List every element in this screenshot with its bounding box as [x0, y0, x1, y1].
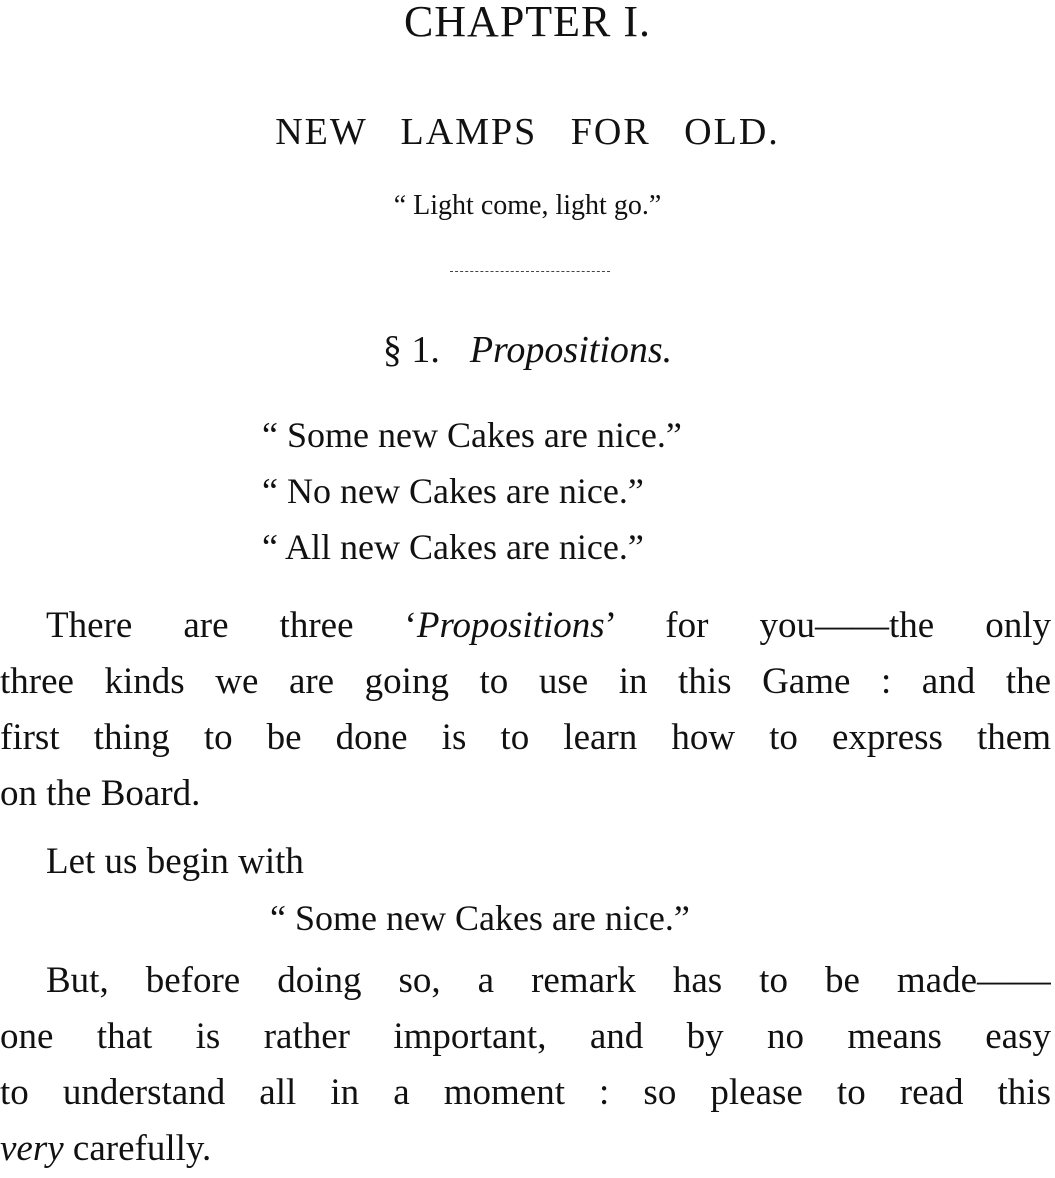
paragraph-line: There are three ‘Propositions’ for you——the only: [46, 605, 1051, 646]
paragraph-line: first thing to be done is to learn how to express them: [0, 717, 1051, 758]
emphasis-very: very: [0, 1128, 64, 1169]
epigraph: “ Light come, light go.”: [393, 190, 662, 221]
proposition-all: “ All new Cakes are nice.”: [262, 527, 644, 567]
paragraph-propositions-intro: [0, 598, 1051, 822]
section-heading: [0, 328, 1055, 372]
paragraph-line: on the Board.: [0, 773, 201, 814]
proposition-some: “ Some new Cakes are nice.”: [262, 415, 682, 455]
paragraph-line: three kinds we are going to use in this Game : and the: [0, 661, 1051, 702]
proposition-no: “ No new Cakes are nice.”: [262, 471, 644, 511]
chapter-heading: CHAPTER I.: [403, 0, 652, 46]
propositions-list: [262, 407, 822, 575]
emphasis-propositions: Propositions: [416, 605, 605, 646]
section-number: § 1.: [382, 329, 440, 371]
paragraph-line: one that is rather important, and by no means easy: [0, 1016, 1051, 1057]
example-proposition: “ Some new Cakes are nice.”: [270, 898, 690, 938]
ornamental-rule: [450, 271, 610, 272]
chapter-title: NEW LAMPS FOR OLD.: [275, 111, 780, 153]
paragraph-line: But, before doing so, a remark has to be made——: [46, 960, 1051, 1001]
paragraph-line: Let us begin with: [46, 841, 304, 882]
paragraph-line: very carefully.: [0, 1128, 212, 1169]
section-name: Propositions.: [469, 329, 673, 371]
paragraph-line: to understand all in a moment : so please to read this: [0, 1072, 1051, 1113]
paragraph-begin: [0, 834, 1051, 890]
paragraph-remark: [0, 953, 1051, 1177]
